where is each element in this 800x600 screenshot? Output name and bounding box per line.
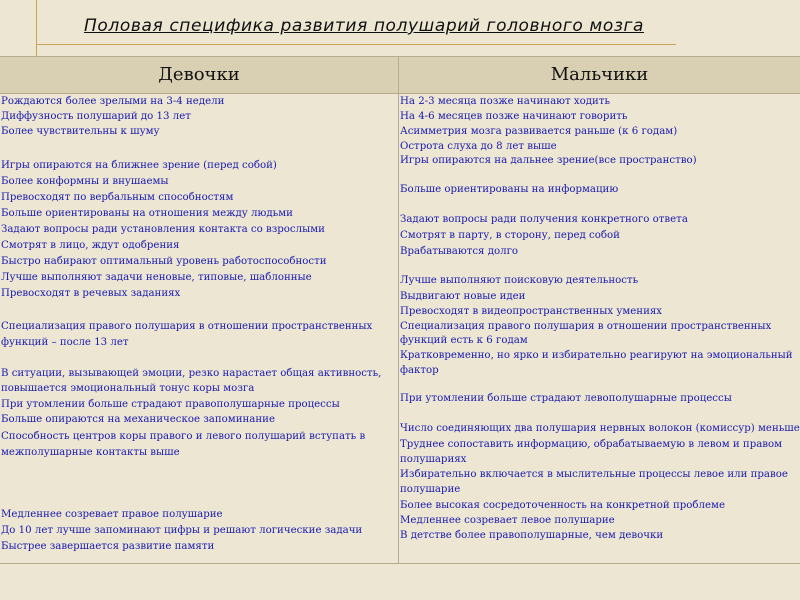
girls-row: До 10 лет лучше запоминают цифры и решают логические задачи	[1, 525, 363, 536]
girls-row: Лучше выполняют задачи неновые, типовые, шаблонные	[1, 272, 312, 283]
girls-row: Больше опираются на механическое запоминание	[1, 414, 275, 425]
page-title: Половая специфика развития полушарий головного мозга	[84, 16, 645, 36]
boys-row: полушариях	[400, 454, 467, 465]
column-divider	[398, 57, 399, 563]
boys-row: В детстве более правополушарные, чем девочки	[400, 530, 664, 541]
comparison-table	[0, 56, 800, 564]
boys-row: При утомлении больше страдают левополушарные процессы	[400, 393, 732, 404]
boys-row: функций есть к 6 годам	[400, 335, 528, 346]
girls-row: Специализация правого полушария в отношении пространственных	[1, 321, 373, 332]
header-girls: Девочки	[158, 64, 240, 85]
girls-row: Больше ориентированы на отношения между людьми	[1, 208, 293, 219]
girls-row: повышается эмоциональный тонус коры мозга	[1, 383, 255, 394]
girls-row: Способность центров коры правого и левого полушарий вступать в	[1, 431, 366, 442]
boys-row: На 2-3 месяца позже начинают ходить	[400, 96, 611, 107]
boys-row: Труднее сопоставить информацию, обрабатываемую в левом и правом	[400, 439, 783, 450]
boys-row: Больше ориентированы на информацию	[400, 184, 619, 195]
boys-row: Превосходят в видеопространственных умениях	[400, 306, 663, 317]
girls-row: Рождаются более зрелыми на 3-4 недели	[1, 96, 225, 107]
girls-row: Быстрее завершается развитие памяти	[1, 541, 215, 552]
decorative-horizontal-line	[36, 44, 676, 45]
boys-row: Специализация правого полушария в отношении пространственных	[400, 321, 772, 332]
boys-row: Задают вопросы ради получения конкретного ответа	[400, 214, 688, 225]
boys-row: Асимметрия мозга развивается раньше (к 6 годам)	[400, 126, 678, 137]
boys-row: Медленнее созревает левое полушарие	[400, 515, 615, 526]
boys-row: Лучше выполняют поисковую деятельность	[400, 275, 639, 286]
boys-row: Число соединяющих два полушария нервных волокон (комиссур) меньше	[400, 423, 800, 434]
girls-row: Быстро набирают оптимальный уровень работоспособности	[1, 256, 327, 267]
girls-row: В ситуации, вызывающей эмоции, резко нарастает общая активность,	[1, 368, 382, 379]
girls-row: Медленнее созревает правое полушарие	[1, 509, 223, 520]
girls-row: Превосходят в речевых заданиях	[1, 288, 181, 299]
girls-row: Более конформны и внушаемы	[1, 176, 169, 187]
boys-row: Смотрят в парту, в сторону, перед собой	[400, 230, 620, 241]
boys-row: На 4-6 месяцев позже начинают говорить	[400, 111, 628, 122]
boys-row: фактор	[400, 365, 439, 376]
girls-row: Смотрят в лицо, ждут одобрения	[1, 240, 180, 251]
boys-row: Выдвигают новые идеи	[400, 291, 526, 302]
girls-row: Игры опираются на ближнее зрение (перед собой)	[1, 160, 277, 171]
boys-row: Врабатываются долго	[400, 246, 519, 257]
boys-row: полушарие	[400, 484, 461, 495]
girls-row: Задают вопросы ради установления контакта со взрослыми	[1, 224, 325, 235]
boys-row: Острота слуха до 8 лет выше	[400, 141, 557, 152]
girls-row: Диффузность полушарий до 13 лет	[1, 111, 191, 122]
girls-row: Превосходят по вербальным способностям	[1, 192, 234, 203]
header-boys: Мальчики	[550, 64, 649, 85]
boys-row: Избирательно включается в мыслительные процессы левое или правое	[400, 469, 788, 480]
boys-row: Игры опираются на дальнее зрение(все пространство)	[400, 155, 697, 166]
table-header	[0, 57, 800, 94]
girls-row: межполушарные контакты выше	[1, 447, 180, 458]
girls-row: Более чувствительны к шуму	[1, 126, 160, 137]
boys-row: Более высокая сосредоточенность на конкретной проблеме	[400, 500, 725, 511]
girls-row: функций – после 13 лет	[1, 337, 129, 348]
girls-row: При утомлении больше страдают правополушарные процессы	[1, 399, 340, 410]
boys-row: Кратковременно, но ярко и избирательно реагируют на эмоциональный	[400, 350, 793, 361]
